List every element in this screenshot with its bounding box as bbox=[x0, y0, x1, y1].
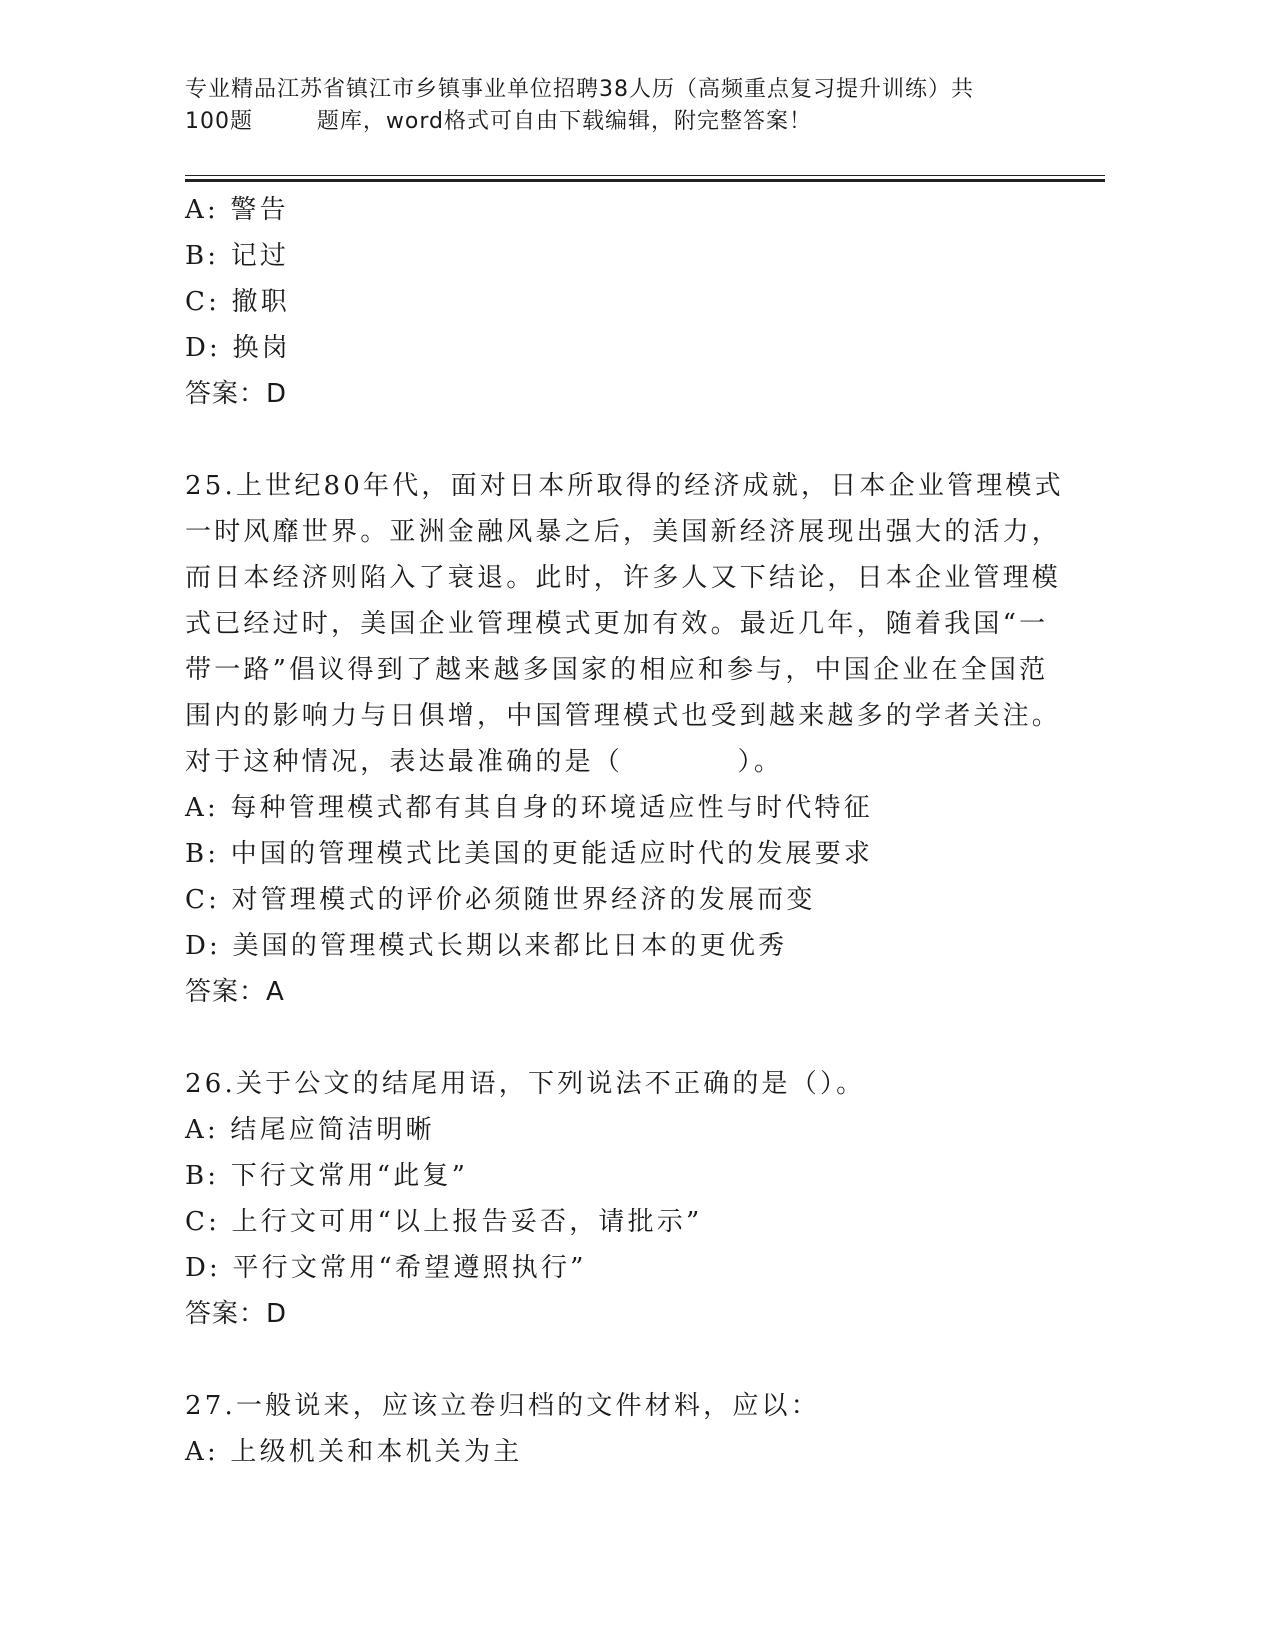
option-a: A: 每种管理模式都有其自身的环境适应性与时代特征 bbox=[185, 793, 873, 823]
option-a: A: 警告 bbox=[185, 195, 289, 225]
option-d: D: 换岗 bbox=[185, 333, 291, 363]
header-line-2: 100题 题库，word格式可自由下载编辑，附完整答案！ bbox=[185, 109, 813, 134]
question-stem-line: 25.上世纪80年代，面对日本所取得的经济成就，日本企业管理模式 bbox=[185, 471, 1064, 501]
question-27-block bbox=[185, 1383, 1065, 1475]
header-divider-thin bbox=[185, 175, 1105, 176]
option-b: B: 中国的管理模式比美国的更能适应时代的发展要求 bbox=[185, 839, 874, 869]
document-header bbox=[185, 74, 1065, 138]
option-a: A: 上级机关和本机关为主 bbox=[185, 1437, 523, 1467]
answer-line: 答案：D bbox=[185, 379, 288, 409]
question-26-block bbox=[185, 1061, 1065, 1337]
option-c: C: 上行文可用“以上报告妥否，请批示” bbox=[185, 1207, 703, 1237]
answer-line: 答案：D bbox=[185, 1299, 288, 1329]
question-stem-line: 一时风靡世界。亚洲金融风暴之后，美国新经济展现出强大的活力， bbox=[185, 517, 1062, 547]
question-stem-line: 围内的影响力与日俱增，中国管理模式也受到越来越多的学者关注。 bbox=[185, 701, 1062, 731]
question-25-block bbox=[185, 463, 1065, 1015]
answer-line: 答案：A bbox=[185, 977, 285, 1007]
header-divider-thick bbox=[185, 179, 1105, 182]
header-line-1: 专业精品江苏省镇江市乡镇事业单位招聘38人历（高频重点复习提升训练）共 bbox=[185, 77, 974, 102]
option-d: D: 平行文常用“希望遵照执行” bbox=[185, 1253, 587, 1283]
question-24-block bbox=[185, 187, 1065, 417]
option-b: B: 下行文常用“此复” bbox=[185, 1161, 469, 1191]
question-stem-line: 式已经过时，美国企业管理模式更加有效。最近几年，随着我国“一 bbox=[185, 609, 1049, 639]
question-stem-line: 26.关于公文的结尾用语，下列说法不正确的是（）。 bbox=[185, 1069, 866, 1099]
question-stem-line: 带一路”倡议得到了越来越多国家的相应和参与，中国企业在全国范 bbox=[185, 655, 1049, 685]
option-c: C: 对管理模式的评价必须随世界经济的发展而变 bbox=[185, 885, 816, 915]
option-d: D: 美国的管理模式长期以来都比日本的更优秀 bbox=[185, 931, 788, 961]
option-b: B: 记过 bbox=[185, 241, 290, 271]
question-stem-line: 对于这种情况，表达最准确的是（ ）。 bbox=[185, 747, 784, 777]
option-c: C: 撤职 bbox=[185, 287, 290, 317]
question-stem-line: 而日本经济则陷入了衰退。此时，许多人又下结论，日本企业管理模 bbox=[185, 563, 1062, 593]
option-a: A: 结尾应简洁明晰 bbox=[185, 1115, 435, 1145]
question-stem-line: 27.一般说来，应该立卷归档的文件材料，应以： bbox=[185, 1391, 820, 1421]
question-list bbox=[185, 187, 1065, 1475]
